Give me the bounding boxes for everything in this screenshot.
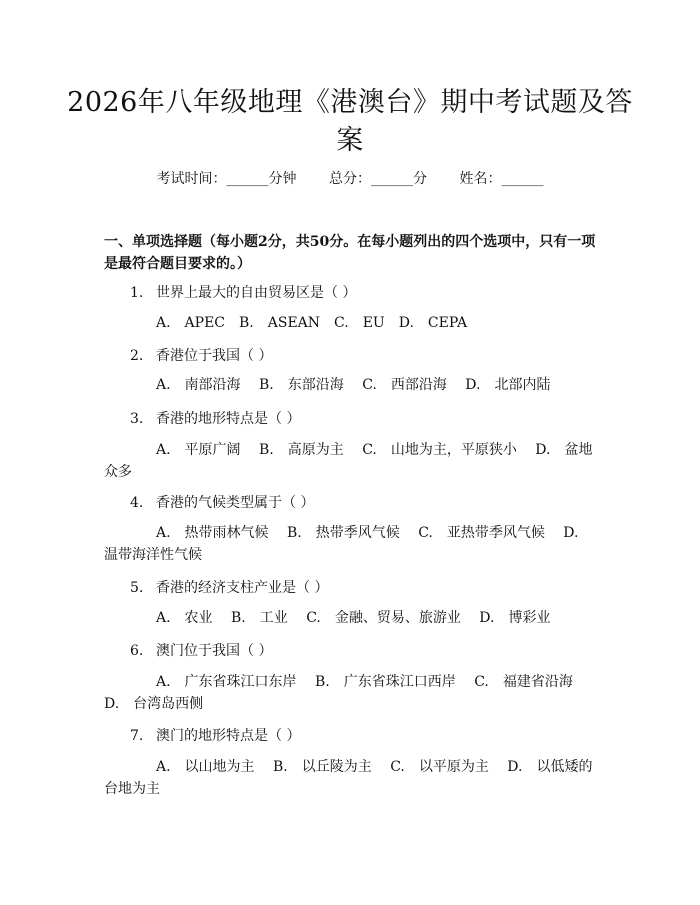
question-text: 世界上最大的自由贸易区是（ ） bbox=[156, 285, 357, 301]
question-1-options: A. APEC B. ASEAN C. EU D. CEPA bbox=[156, 315, 468, 331]
question-5 bbox=[130, 577, 328, 597]
question-number: 3. bbox=[130, 411, 144, 427]
exam-info-line bbox=[0, 168, 700, 188]
question-7-options: A. 以山地为主 B. 以丘陵为主 C. 以平原为主 D. 以低矮的台地为主 bbox=[104, 759, 593, 797]
question-number: 2. bbox=[130, 348, 144, 364]
question-text: 澳门位于我国（ ） bbox=[156, 643, 273, 659]
question-5-options: A. 农业 B. 工业 C. 金融、贸易、旅游业 D. 博彩业 bbox=[156, 610, 551, 626]
question-text: 澳门的地形特点是（ ） bbox=[156, 728, 301, 744]
question-text: 香港的地形特点是（ ） bbox=[156, 411, 301, 427]
question-text: 香港的气候类型属于（ ） bbox=[156, 495, 315, 511]
question-number: 4. bbox=[130, 495, 144, 511]
question-2-options: A. 南部沿海 B. 东部沿海 C. 西部沿海 D. 北部内陆 bbox=[156, 377, 551, 393]
question-2 bbox=[130, 345, 272, 365]
question-1 bbox=[130, 282, 356, 302]
question-3-options: A. 平原广阔 B. 高原为主 C. 山地为主，平原狭小 D. 盆地众多 bbox=[104, 442, 593, 480]
question-4-options: A. 热带雨林气候 B. 热带季风气候 C. 亚热带季风气候 D. 温带海洋性气候 bbox=[104, 525, 593, 563]
question-text: 香港的经济支柱产业是（ ） bbox=[156, 580, 329, 596]
question-number: 6. bbox=[130, 643, 144, 659]
question-text: 香港位于我国（ ） bbox=[156, 348, 273, 364]
question-6 bbox=[130, 640, 272, 660]
student-name-field: 姓名：______ bbox=[459, 171, 544, 187]
question-number: 7. bbox=[130, 728, 144, 744]
question-number: 5. bbox=[130, 580, 144, 596]
exam-time-field: 考试时间：______分钟 bbox=[156, 171, 297, 187]
question-3 bbox=[130, 408, 300, 428]
question-6-options: A. 广东省珠江口东岸 B. 广东省珠江口西岸 C. 福建省沿海 D. 台湾岛西侧 bbox=[104, 674, 592, 712]
question-number: 1. bbox=[130, 285, 144, 301]
section-heading: 一、单项选择题（每小题2分，共50分。在每小题列出的四个选项中，只有一项是最符合题目要求的。） bbox=[104, 234, 596, 272]
total-score-field: 总分：______分 bbox=[329, 171, 427, 187]
document-title: 2026年八年级地理《港澳台》期中考试题及答案 bbox=[67, 87, 633, 156]
question-7 bbox=[130, 725, 300, 745]
question-4 bbox=[130, 492, 314, 512]
